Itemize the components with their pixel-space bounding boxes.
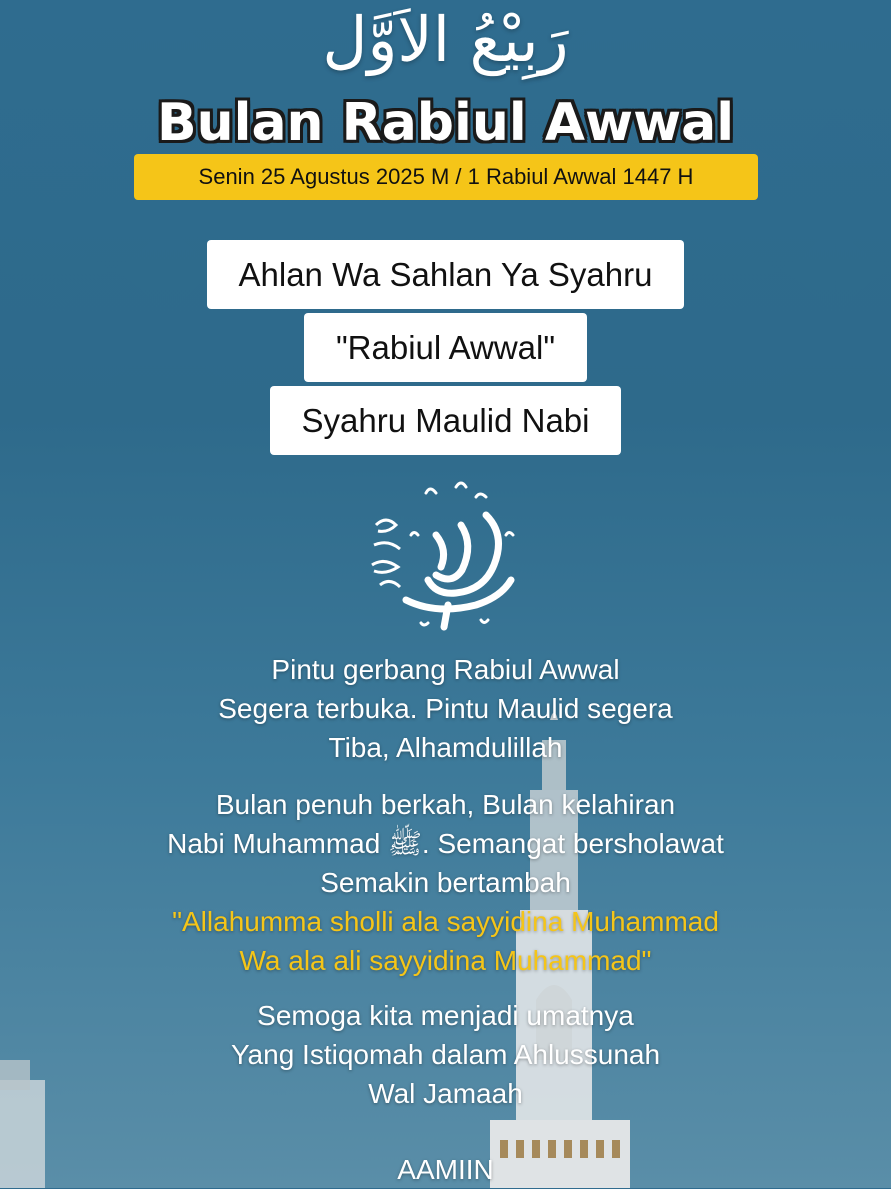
greeting-box-2 [304,313,587,382]
date-banner [134,154,758,200]
paragraph-2-line: Nabi Muhammad ﷺ. Semangat bersholawat [167,828,724,859]
arabic-month-title: رَبِيْعُ الاَوَّل [322,3,569,76]
paragraph-3 [0,996,891,1113]
muhammad-calligraphy-icon [366,475,526,635]
date-text: Senin 25 Agustus 2025 M / 1 Rabiul Awwal 1447 H [198,164,694,189]
paragraph-3-line: Wal Jamaah [368,1078,523,1109]
greeting-box-3 [270,386,621,455]
sholawat-line: Wa ala ali sayyidina Muhammad" [239,945,652,976]
paragraph-1 [0,650,891,767]
paragraph-1-line: Segera terbuka. Pintu Maulid segera [218,693,673,724]
paragraph-3-line: Semoga kita menjadi umatnya [257,1000,634,1031]
paragraph-3-line: Yang Istiqomah dalam Ahlussunah [230,1039,661,1070]
paragraph-2 [0,785,891,980]
closing-text: AAMIIN [397,1154,494,1185]
page-title: Bulan Rabiul Awwal [156,93,735,153]
greeting-text-3: Syahru Maulid Nabi [301,401,590,439]
greeting-text-2: "Rabiul Awwal" [335,328,556,366]
greeting-text-1: Ahlan Wa Sahlan Ya Syahru [238,255,653,293]
paragraph-1-line: Pintu gerbang Rabiul Awwal [271,654,620,685]
paragraph-1-line: Tiba, Alhamdulillah [328,732,563,763]
paragraph-2-line: Semakin bertambah [320,867,571,898]
greeting-box-1 [207,240,684,309]
sholawat-line: "Allahumma sholli ala sayyidina Muhammad [172,906,719,937]
paragraph-2-line: Bulan penuh berkah, Bulan kelahiran [215,789,676,820]
